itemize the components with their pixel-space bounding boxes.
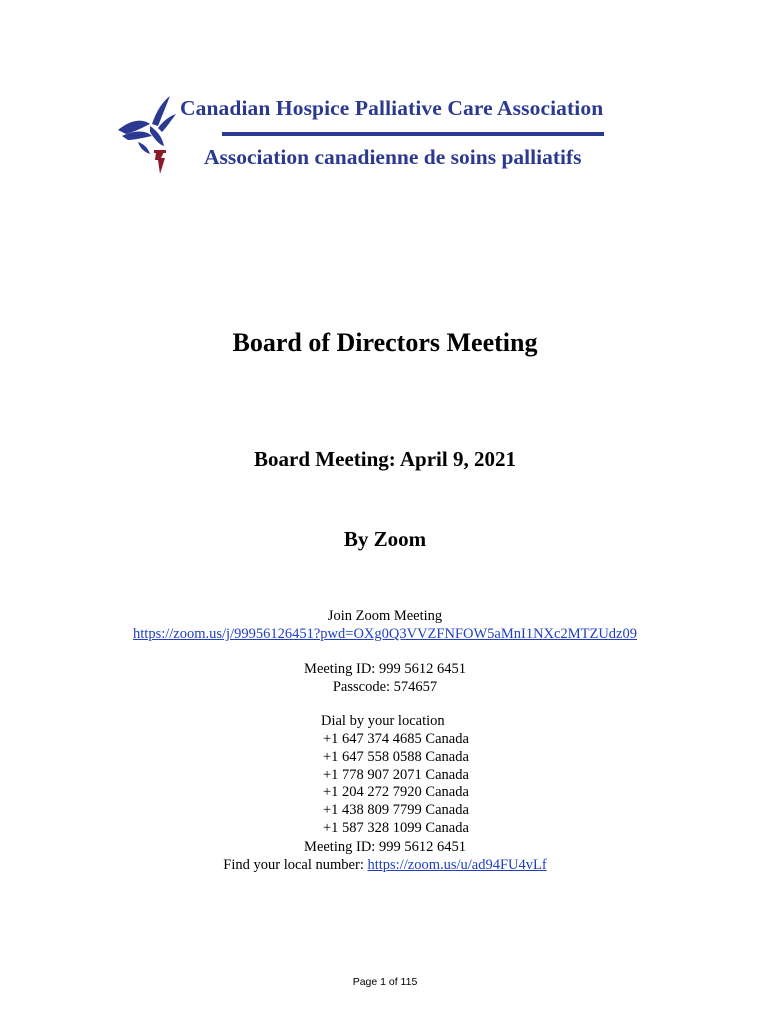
logo-divider — [222, 132, 604, 136]
meeting-date-heading: Board Meeting: April 9, 2021 — [254, 447, 516, 471]
page-title: Board of Directors Meeting — [232, 328, 538, 357]
local-number-line — [0, 856, 770, 874]
join-zoom-link[interactable]: https://zoom.us/j/99956126451?pwd=OXg0Q3VVZFNFOW5aMnI1NXc2MTZUdz09 — [133, 626, 637, 642]
dial-label: Dial by your location — [321, 713, 445, 729]
dial-number-list — [323, 731, 469, 838]
dial-number: +1 438 809 7799 Canada — [323, 802, 469, 819]
dial-number: +1 587 328 1099 Canada — [323, 819, 469, 836]
dove-icon — [112, 90, 180, 182]
dial-number: +1 204 272 7920 Canada — [323, 784, 469, 801]
join-zoom-line — [0, 625, 770, 643]
meeting-venue-heading: By Zoom — [343, 527, 427, 551]
passcode: Passcode: 574657 — [332, 679, 438, 695]
join-zoom-label: Join Zoom Meeting — [327, 608, 443, 624]
logo-name-fr: Association canadienne de soins palliatifs — [204, 145, 582, 169]
logo-name-en: Canadian Hospice Palliative Care Association — [180, 96, 604, 120]
local-number-link[interactable]: https://zoom.us/u/ad94FU4vLf — [367, 857, 547, 873]
local-number-label: Find your local number: — [223, 857, 368, 873]
page-number: Page 1 of 115 — [352, 976, 418, 988]
association-logo — [112, 90, 652, 182]
meeting-id-repeat: Meeting ID: 999 5612 6451 — [304, 839, 466, 855]
dial-number: +1 647 374 4685 Canada — [323, 731, 469, 747]
dial-number: +1 778 907 2071 Canada — [323, 766, 469, 783]
dial-number: +1 647 558 0588 Canada — [323, 748, 469, 765]
meeting-id: Meeting ID: 999 5612 6451 — [304, 661, 466, 677]
